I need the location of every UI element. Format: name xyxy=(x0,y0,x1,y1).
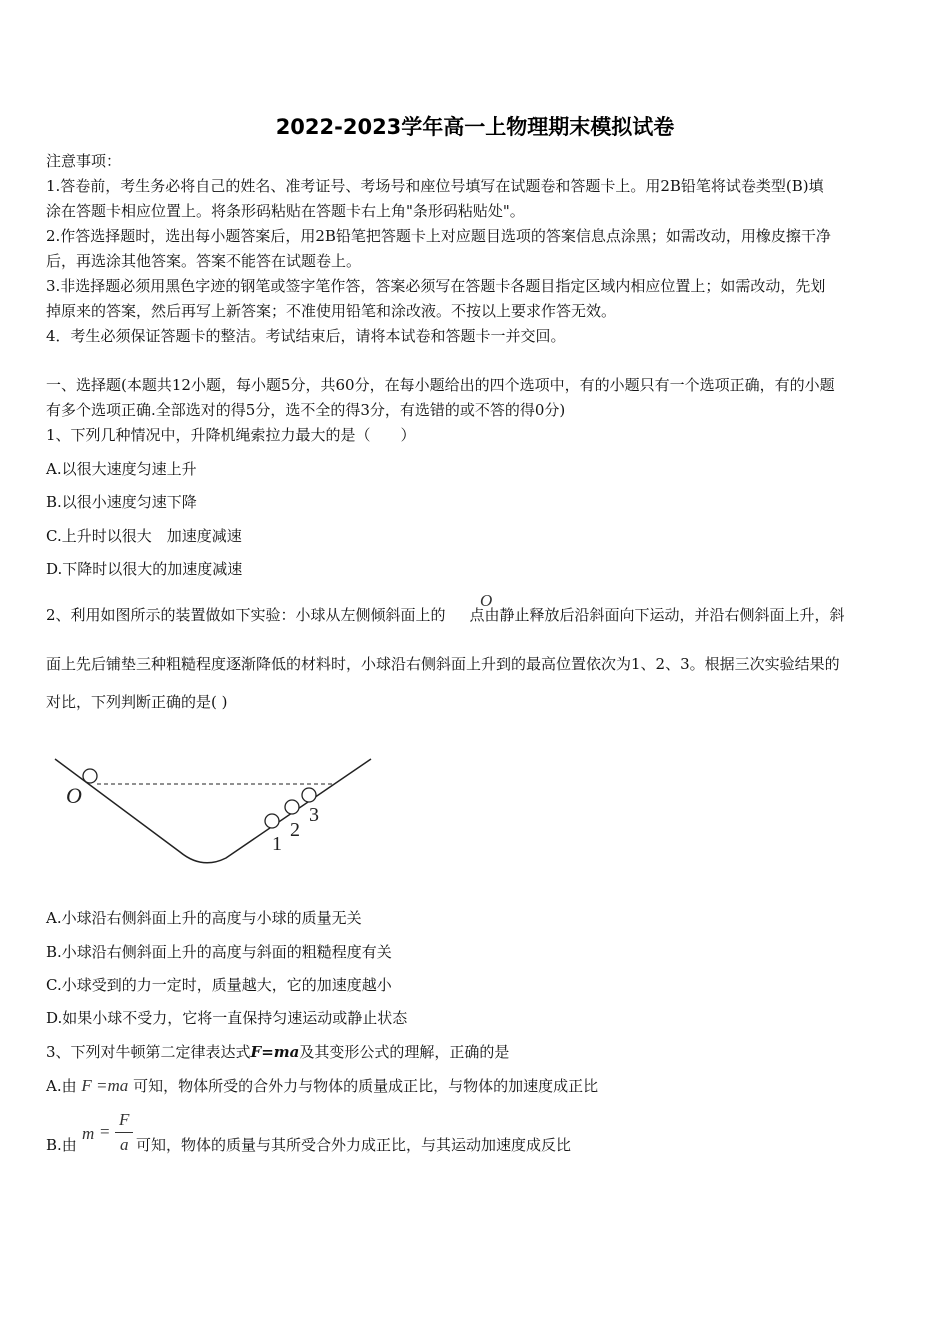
option-b-text: 可知，物体的质量与其所受合外力成正比，与其运动加速度成反比 xyxy=(136,1136,572,1154)
ball-3 xyxy=(302,788,316,802)
option-d: D.如果小球不受力，它将一直保持匀速运动或静止状态 xyxy=(46,1009,408,1027)
ball-o xyxy=(83,769,97,783)
ball-2 xyxy=(285,800,299,814)
question-stem xyxy=(46,1041,509,1063)
question-stem xyxy=(46,604,845,626)
option-b: B.以很小速度匀速下降 xyxy=(46,493,197,511)
option-a xyxy=(46,1075,598,1097)
fraction-bar xyxy=(115,1132,133,1133)
option-c: C.上升时以很大 加速度减速 xyxy=(46,527,242,545)
stem-part: 2、利用如图所示的装置做如下实验：小球从左侧倾斜面上的 xyxy=(46,606,446,624)
stem-part: 点由静止释放后沿斜面向下运动，并沿右侧斜面上升，斜 xyxy=(469,606,845,624)
formula: F =ma xyxy=(81,1076,129,1095)
notice-line: 涂在答题卡相应位置上。将条形码粘贴在答题卡右上角"条形码粘贴处"。 xyxy=(46,202,525,220)
notice-line: 4．考生必须保证答题卡的整洁。考试结束后，请将本试卷和答题卡一并交回。 xyxy=(46,327,566,345)
track-curve xyxy=(55,759,371,863)
point-o-symbol: O xyxy=(480,591,493,610)
stem-part: 3、下列对牛顿第二定律表达式 xyxy=(46,1043,251,1061)
fraction-numerator: F xyxy=(119,1110,130,1129)
question-stem: 对比，下列判断正确的是( ) xyxy=(46,693,228,711)
notice-line: 3.非选择题必须用黑色字迹的钢笔或签字笔作答，答案必须写在答题卡各题目指定区域内相应位置上；如需改动，先划 xyxy=(46,277,826,295)
option-c: C.小球受到的力一定时，质量越大，它的加速度越小 xyxy=(46,976,392,994)
option-a: A.以很大速度匀速上升 xyxy=(46,460,197,478)
stem-part: 及其变形公式的理解，正确的是 xyxy=(299,1043,510,1061)
question-stem: 1、下列几种情况中，升降机绳索拉力最大的是（ ） xyxy=(46,426,416,444)
notice-line: 2.作答选择题时，选出每小题答案后，用2B铅笔把答题卡上对应题目选项的答案信息点涂黑；如需改动，用橡皮擦干净 xyxy=(46,227,831,245)
label-2: 2 xyxy=(290,819,300,841)
formula-eq: = xyxy=(100,1122,110,1141)
notice-line: 掉原来的答案，然后再写上新答案；不准使用铅笔和涂改液。不按以上要求作答无效。 xyxy=(46,302,617,320)
option-d: D.下降时以很大的加速度减速 xyxy=(46,560,243,578)
fraction-denominator: a xyxy=(120,1135,129,1154)
label-3: 3 xyxy=(309,804,319,826)
option-a: A.小球沿右侧斜面上升的高度与小球的质量无关 xyxy=(46,909,362,927)
page-title: 2022-2023学年高一上物理期末模拟试卷 xyxy=(275,115,675,139)
fraction-formula xyxy=(82,1110,142,1160)
formula: F=ma xyxy=(250,1043,300,1061)
notice-heading: 注意事项： xyxy=(46,152,122,170)
formula-m: m xyxy=(82,1124,95,1143)
option-b-prefix: B.由 xyxy=(46,1136,77,1154)
option-text: 可知，物体所受的合外力与物体的质量成正比，与物体的加速度成正比 xyxy=(133,1077,599,1095)
label-o: O xyxy=(66,783,82,808)
incline-figure xyxy=(50,752,380,872)
option-b: B.小球沿右侧斜面上升的高度与斜面的粗糙程度有关 xyxy=(46,943,392,961)
notice-line: 后，再选涂其他答案。答案不能答在试题卷上。 xyxy=(46,252,362,270)
section-heading: 有多个选项正确.全部选对的得5分，选不全的得3分，有选错的或不答的得0分) xyxy=(46,401,566,419)
question-stem: 面上先后铺垫三种粗糙程度逐渐降低的材料时，小球沿右侧斜面上升到的最高位置依次为1、2、3。根据三次实验结果的 xyxy=(46,655,840,673)
section-heading: 一、选择题(本题共12小题，每小题5分，共60分，在每小题给出的四个选项中，有的小题只有一个选项正确，有的小题 xyxy=(46,376,835,394)
option-prefix: A.由 xyxy=(46,1077,77,1095)
notice-line: 1.答卷前，考生务必将自己的姓名、准考证号、考场号和座位号填写在试题卷和答题卡上。用2B铅笔将试卷类型(B)填 xyxy=(46,177,824,195)
label-1: 1 xyxy=(272,833,282,855)
ball-1 xyxy=(265,814,279,828)
